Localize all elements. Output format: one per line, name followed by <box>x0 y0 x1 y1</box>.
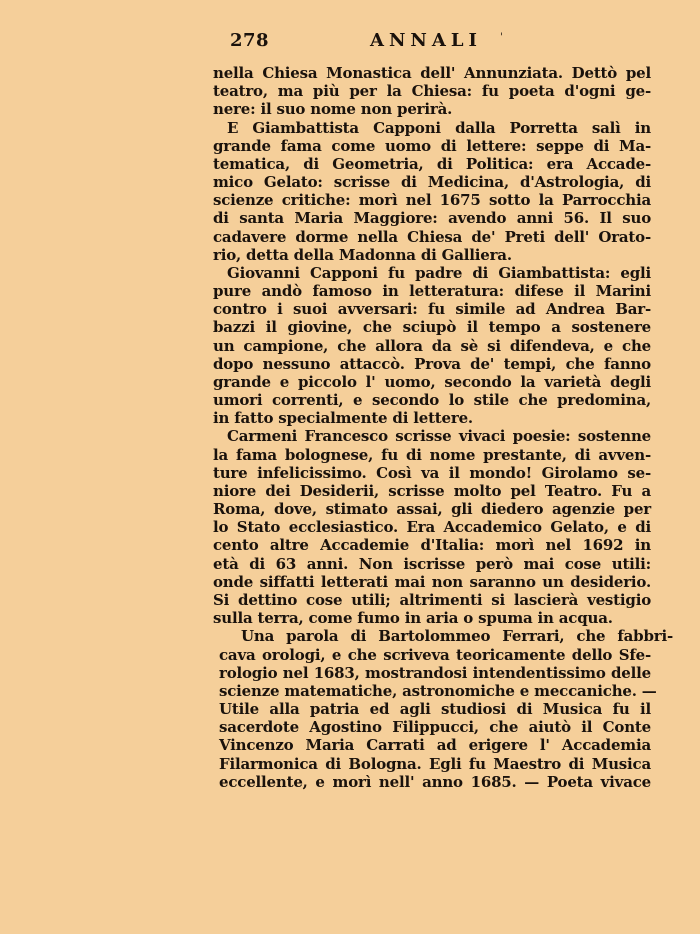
text-line: sulla terra, come fumo in aria o spuma in acqua. <box>213 609 613 628</box>
text-line: Una parola di Bartolommeo Ferrari, che fabbri- <box>241 627 673 646</box>
text-line: onde siffatti letterati mai non saranno un desiderio. <box>213 572 651 591</box>
running-title: ANNALI <box>370 30 482 51</box>
text-line: niore dei Desiderii, scrisse molto pel Teatro. Fu a <box>213 481 651 500</box>
text-line: in fatto specialmente di lettere. <box>213 409 473 428</box>
text-line: pure andò famoso in letteratura: difese il Marini <box>213 282 651 301</box>
page-number: 278 <box>230 30 270 51</box>
text-line: Roma, dove, stimato assai, gli diedero agenzie per <box>213 500 651 519</box>
text-line: la fama bolognese, fu di nome prestante, di avven- <box>213 445 651 464</box>
text-line: nella Chiesa Monastica dell' Annunziata. Dettò pel <box>213 64 651 82</box>
text-line: contro i suoi avversari: fu simile ad Andrea Bar- <box>213 300 651 319</box>
text-line: di santa Maria Maggiore: avendo anni 56. Il suo <box>213 209 651 228</box>
text-line: età di 63 anni. Non iscrisse però mai cose utili: <box>213 554 651 573</box>
text-line: Carmeni Francesco scrisse vivaci poesie: sostenne <box>227 427 651 446</box>
text-line: tematica, di Geometria, di Politica: era Accade- <box>213 154 651 173</box>
text-line: cadavere dorme nella Chiesa de' Preti dell' Orato- <box>213 227 651 246</box>
printer-mark: ' <box>500 32 503 43</box>
text-line: nere: il suo nome non perirà. <box>213 100 453 119</box>
text-line: un campione, che allora da sè si difendeva, e che <box>213 336 651 355</box>
text-line: scienze critiche: morì nel 1675 sotto la Parrocchia <box>213 191 651 210</box>
text-line: umori correnti, e secondo lo stile che predomina, <box>213 391 651 410</box>
text-line: sacerdote Agostino Filippucci, che aiutò il Conte <box>219 718 651 737</box>
text-line: ture infelicissimo. Così va il mondo! Girolamo se- <box>213 463 651 482</box>
text-line: lo Stato ecclesiastico. Era Accademico Gelato, e di <box>213 518 651 537</box>
text-line: Utile alla patria ed agli studiosi di Musica fu il <box>219 700 651 719</box>
text-line: eccellente, e morì nell' anno 1685. — Poeta vivace <box>219 772 651 791</box>
text-line: dopo nessuno attaccò. Prova de' tempi, che fanno <box>213 354 651 373</box>
text-line: Vincenzo Maria Carrati ad erigere l' Accademia <box>219 736 651 755</box>
text-line: E Giambattista Capponi dalla Porretta salì in <box>227 118 651 137</box>
page-header <box>230 30 650 56</box>
text-line: Filarmonica di Bologna. Egli fu Maestro di Musica <box>219 754 651 773</box>
text-line: grande fama come uomo di lettere: seppe di Ma- <box>213 136 651 155</box>
text-line: cava orologi, e che scriveva teoricamente dello Sfe- <box>219 645 651 664</box>
text-line: rio, detta della Madonna di Galliera. <box>213 245 512 264</box>
text-line: bazzi il giovine, che sciupò il tempo a sostenere <box>213 318 651 337</box>
text-line: teatro, ma più per la Chiesa: fu poeta d'ogni ge- <box>213 82 651 101</box>
text-line: rologio nel 1683, mostrandosi intendentissimo delle <box>219 663 651 682</box>
text-line: Giovanni Capponi fu padre di Giambattista: egli <box>227 263 651 282</box>
text-line: Si dettino cose utili; altrimenti si lascierà vestigio <box>213 590 651 609</box>
text-line: mico Gelato: scrisse di Medicina, d'Astrologia, di <box>213 173 651 192</box>
text-line: scienze matematiche, astronomiche e meccaniche. — <box>219 681 657 700</box>
body-text <box>213 64 673 791</box>
text-line: cento altre Accademie d'Italia: morì nel 1692 in <box>213 536 651 555</box>
text-line: grande e piccolo l' uomo, secondo la varietà degli <box>213 372 651 391</box>
